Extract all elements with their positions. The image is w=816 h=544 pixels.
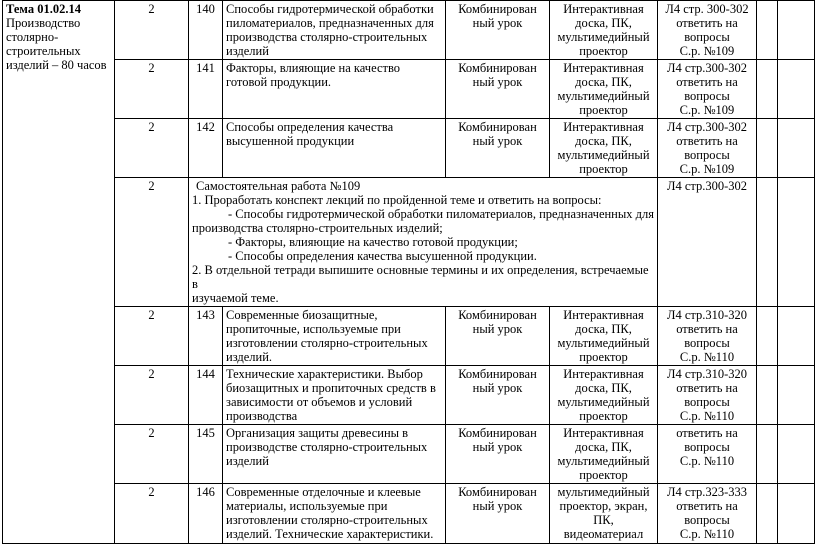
empty-cell <box>757 425 778 484</box>
lesson-type-line: ный урок <box>472 322 523 336</box>
equipment-line: мультимедийный <box>557 89 650 103</box>
homework-cell <box>658 60 757 119</box>
lesson-row-141 <box>3 60 815 119</box>
homework-cell <box>658 425 757 484</box>
lesson-title-cell: Способы определения качества высушенной продукции <box>223 119 446 178</box>
homework-line: вопросы <box>684 148 730 162</box>
homework-line: ответить на <box>676 426 738 440</box>
self-work-title: Самостоятельная работа №109 <box>196 179 361 193</box>
lesson-type-line: ный урок <box>472 381 523 395</box>
homework-line: ответить на <box>676 75 738 89</box>
hours-cell: 2 <box>115 484 189 544</box>
topic-cell <box>3 1 115 544</box>
empty-cell <box>778 484 815 544</box>
homework-cell <box>658 1 757 60</box>
hours-cell: 2 <box>115 119 189 178</box>
lesson-title-cell: Способы гидротермической обработки пиломатериалов, предназначенных для производства столярно-строительных изделий <box>223 1 446 60</box>
empty-cell <box>778 60 815 119</box>
lesson-type-line: ный урок <box>472 16 523 30</box>
lesson-title-cell: Организация защиты древесины в производстве столярно-строительных изделий <box>223 425 446 484</box>
equipment-line: проектор <box>579 350 628 364</box>
equipment-line: Интерактивная <box>563 426 644 440</box>
hours-cell: 2 <box>115 366 189 425</box>
lesson-type-line: Комбинирован <box>458 308 537 322</box>
homework-line: ответить на <box>676 499 738 513</box>
empty-cell <box>778 119 815 178</box>
equipment-line: доска, ПК, <box>575 134 632 148</box>
homework-cell <box>658 366 757 425</box>
lesson-type-line: Комбинирован <box>458 367 537 381</box>
self-work-row <box>3 178 815 307</box>
equipment-cell <box>550 119 658 178</box>
lesson-type-line: Комбинирован <box>458 61 537 75</box>
equipment-cell <box>550 484 658 544</box>
empty-cell <box>757 366 778 425</box>
equipment-line: мультимедийный <box>557 148 650 162</box>
equipment-line: проектор <box>579 468 628 482</box>
equipment-line: мультимедийный <box>557 30 650 44</box>
equipment-line: проектор, экран, ПК, <box>559 499 648 527</box>
homework-line: Л4 стр.310-320 <box>666 367 748 381</box>
lesson-type-cell <box>446 119 550 178</box>
equipment-line: проектор <box>579 409 628 423</box>
self-work-subitem: производства столярно-строительных изделий; <box>192 221 443 235</box>
equipment-line: Интерактивная <box>563 120 644 134</box>
equipment-cell <box>550 366 658 425</box>
lesson-type-line: Комбинирован <box>458 485 537 499</box>
equipment-line: Интерактивная <box>563 2 644 16</box>
lesson-row-143 <box>3 307 815 366</box>
homework-line: С.р. №110 <box>679 527 735 541</box>
empty-cell <box>757 60 778 119</box>
lesson-row-146 <box>3 484 815 544</box>
equipment-line: Интерактивная <box>563 367 644 381</box>
self-work-subitem: - Факторы, влияющие на качество готовой продукции; <box>228 235 518 249</box>
hours-cell: 2 <box>115 425 189 484</box>
equipment-line: доска, ПК, <box>575 75 632 89</box>
homework-line: Л4 стр.310-320 <box>666 308 748 322</box>
lesson-type-cell <box>446 366 550 425</box>
homework-line: С.р. №110 <box>679 454 735 468</box>
homework-line: вопросы <box>684 30 730 44</box>
topic-code: Тема 01.02.14 <box>6 2 81 16</box>
homework-line: Л4 стр. 300-302 <box>665 2 749 16</box>
equipment-line: видеоматериал <box>563 527 644 541</box>
self-work-subitem: - Способы определения качества высушенной продукции. <box>228 249 537 263</box>
empty-cell <box>757 119 778 178</box>
equipment-cell <box>550 307 658 366</box>
lesson-type-line: Комбинирован <box>458 120 537 134</box>
homework-line: Л4 стр.323-333 <box>666 485 748 499</box>
equipment-line: проектор <box>579 103 628 117</box>
lesson-type-line: ный урок <box>472 499 523 513</box>
homework-cell: Л4 стр.300-302 <box>658 178 757 307</box>
equipment-line: доска, ПК, <box>575 16 632 30</box>
lesson-type-cell <box>446 307 550 366</box>
lesson-number-cell: 140 <box>189 1 223 60</box>
empty-cell <box>778 307 815 366</box>
self-work-subitem: - Способы гидротермической обработки пиломатериалов, предназначенных для <box>228 207 654 221</box>
lesson-title-cell: Факторы, влияющие на качество готовой продукции. <box>223 60 446 119</box>
hours-cell: 2 <box>115 307 189 366</box>
lesson-type-line: ный урок <box>472 75 523 89</box>
lesson-type-cell <box>446 484 550 544</box>
equipment-line: доска, ПК, <box>575 322 632 336</box>
homework-line: Л4 стр.300-302 <box>666 120 748 134</box>
hours-cell: 2 <box>115 60 189 119</box>
empty-cell <box>757 178 778 307</box>
self-work-item: изучаемой теме. <box>192 291 279 305</box>
empty-cell <box>778 425 815 484</box>
lesson-number-cell: 145 <box>189 425 223 484</box>
lesson-title-cell: Современные отделочные и клеевые материалы, используемые при изготовлении столярно-строительных изделий. Технические характеристики. <box>223 484 446 544</box>
equipment-cell <box>550 1 658 60</box>
equipment-line: мультимедийный <box>557 395 650 409</box>
equipment-line: мультимедийный <box>557 336 650 350</box>
homework-line: вопросы <box>684 395 730 409</box>
homework-line: С.р. №109 <box>679 162 735 176</box>
homework-cell <box>658 484 757 544</box>
lesson-type-cell <box>446 425 550 484</box>
lesson-row-140 <box>3 1 815 60</box>
homework-line: С.р. №110 <box>679 409 735 423</box>
homework-line: ответить на <box>676 381 738 395</box>
homework-cell <box>658 307 757 366</box>
lesson-number-cell: 143 <box>189 307 223 366</box>
equipment-line: проектор <box>579 162 628 176</box>
self-work-item: 2. В отдельной тетради выпишите основные термины и их определения, встречаемые в <box>192 263 649 291</box>
lesson-number-cell: 141 <box>189 60 223 119</box>
equipment-line: доска, ПК, <box>575 440 632 454</box>
self-work-item: 1. Проработать конспект лекций по пройденной теме и ответить на вопросы: <box>192 193 602 207</box>
homework-line: вопросы <box>684 89 730 103</box>
equipment-cell <box>550 60 658 119</box>
lesson-number-cell: 144 <box>189 366 223 425</box>
lesson-number-cell: 146 <box>189 484 223 544</box>
topic-name-line: изделий – 80 часов <box>6 58 107 72</box>
equipment-line: мультимедийный <box>557 454 650 468</box>
hours-cell: 2 <box>115 178 189 307</box>
empty-cell <box>778 366 815 425</box>
empty-cell <box>757 1 778 60</box>
topic-name-line: столярно- <box>6 30 59 44</box>
empty-cell <box>757 484 778 544</box>
lesson-title-cell: Технические характеристики. Выбор биозащитных и пропиточных средств в зависимости от объемов и условий производства <box>223 366 446 425</box>
homework-line: вопросы <box>684 440 730 454</box>
equipment-line: мультимедийный <box>557 485 650 499</box>
equipment-line: доска, ПК, <box>575 381 632 395</box>
homework-line: ответить на <box>676 16 738 30</box>
thematic-plan-table <box>2 0 815 544</box>
homework-line: Л4 стр.300-302 <box>666 61 748 75</box>
lesson-type-line: Комбинирован <box>458 426 537 440</box>
homework-line: ответить на <box>676 322 738 336</box>
lesson-row-144 <box>3 366 815 425</box>
topic-name-line: Производство <box>6 16 81 30</box>
lesson-number-cell: 142 <box>189 119 223 178</box>
equipment-line: проектор <box>579 44 628 58</box>
lesson-type-cell <box>446 1 550 60</box>
empty-cell <box>778 1 815 60</box>
homework-line: С.р. №109 <box>679 44 735 58</box>
empty-cell <box>757 307 778 366</box>
lesson-type-cell <box>446 60 550 119</box>
homework-cell <box>658 119 757 178</box>
equipment-line: Интерактивная <box>563 308 644 322</box>
lesson-row-145 <box>3 425 815 484</box>
homework-line: С.р. №110 <box>679 350 735 364</box>
lesson-row-142 <box>3 119 815 178</box>
homework-line: вопросы <box>684 513 730 527</box>
equipment-line: Интерактивная <box>563 61 644 75</box>
self-work-cell <box>189 178 658 307</box>
homework-line: вопросы <box>684 336 730 350</box>
empty-cell <box>778 178 815 307</box>
homework-line: ответить на <box>676 134 738 148</box>
topic-name-line: строительных <box>6 44 81 58</box>
homework-line: С.р. №109 <box>679 103 735 117</box>
hours-cell: 2 <box>115 1 189 60</box>
lesson-title-cell: Современные биозащитные, пропиточные, используемые при изготовлении столярно-строительных изделий. <box>223 307 446 366</box>
lesson-type-line: ный урок <box>472 440 523 454</box>
lesson-type-line: Комбинирован <box>458 2 537 16</box>
equipment-cell <box>550 425 658 484</box>
lesson-type-line: ный урок <box>472 134 523 148</box>
